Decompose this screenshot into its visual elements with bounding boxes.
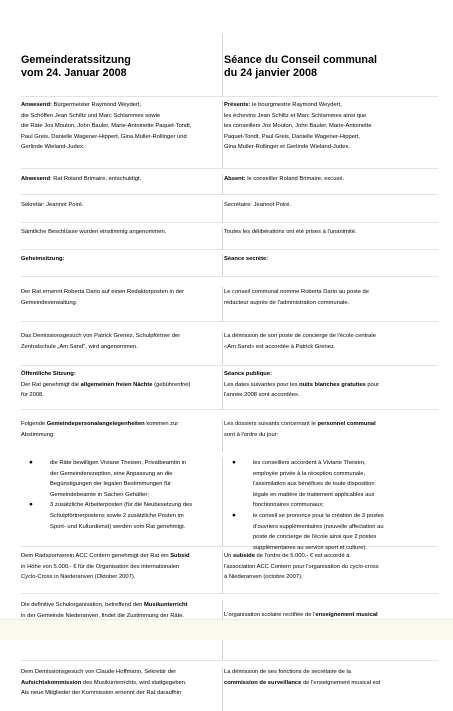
subsidy-de-line: Cyclo-Cross in Niederanven (Oktober 2007). [21,574,136,581]
public-de-bold: allgemeinen freien Nächte [80,381,153,388]
public-fr-text: Les dates suivantes pour les [224,381,300,388]
public-fr-line: l'année 2008 sont accordées. [224,392,300,399]
secretary-fr: Secrétaire: Jeannot Poiré. [224,202,292,208]
resignation-secretary-fr-text: de l'enseignement musical est [301,679,381,686]
page-bottom-edge [0,619,453,640]
resignation-school-fr [223,331,438,365]
music-de-bold: Musikunterricht [144,602,188,608]
presence-de-line: die Räte Jos Mouton, John Bauler, Marie-Antoinette Paquet-Tondt, [21,123,192,130]
bullet-de-line: Schulpförtnerpostens sowie 2 zusätzliche Posten im [50,512,184,519]
public-fr-text: pour [365,381,379,388]
music-fr-bold: enseignement musical [315,612,378,618]
public-fr-bold: nuits blanches gratuites [299,381,366,388]
public-session-heading-fr: Séance publique: [224,371,272,377]
bullet-fr-line: les conseillers accordent à Viviane Theisen, [253,460,366,466]
presence-de [21,100,223,168]
subsidy-de-line: in Höhe von 5.000.- € für die Organisation des internationalen [21,563,180,570]
presence-fr [223,100,438,168]
resignation-school-de [21,331,223,365]
music-de-text: Die definitive Schulorganisation, betreffend den [21,602,144,608]
public-de-text: Der Rat genehmigt die [21,381,81,388]
presence-fr-line: Gina Muller-Rollinger et Gerlinde Wieland-Judex. [224,144,350,151]
bullet-list-de [21,458,219,532]
bullet-de-line: die Räte bewilligen Viviane Theisen, Privatbeamtin in [50,460,187,466]
editorial-de-line: Der Rat ernennt Roberta Dario auf einen Redaktorposten in der [21,289,185,295]
subsidy-fr-text: Un [224,553,234,559]
personnel-fr-bold: personnel communal [317,421,376,427]
editorial-row [21,277,438,322]
absent-de-label: Abwesend [21,176,50,182]
list-item [227,458,438,511]
secret-session-heading-de: Geheimsitzung: [21,256,65,262]
subsidy-de-bold: Subsid [170,553,190,559]
bullet-icon: ● [29,501,33,509]
resignation-school-de-line: Zentralschule „Am Sand", wird angenommen. [21,343,138,350]
bullet-fr-line: l'assimilation aux bénéfices de toute disposition [253,481,375,488]
personnel-de-bold: Gemeindepersonalangelegenheiten [46,421,145,427]
public-de-line: für 2008. [21,392,44,399]
title-de-line1: Gemeinderatssitzung [21,54,131,66]
secretary-row [21,195,438,223]
personnel-de-text: Folgende [21,421,47,427]
personnel-row [21,410,438,452]
bullet-icon: ● [232,511,236,519]
unanimous-de: Sämtliche Beschlüsse wurden einstimmig angenommen. [21,227,223,249]
subsidy-de-text: Dem Radsportverein ACC Contern genehmigt der Rat ein [21,553,171,559]
presence-de-line: Paul Greis, Danielle Wagener-Hippert, Gina Muller-Rollinger und [21,133,187,140]
presence-row [21,97,438,169]
editorial-fr-line: Le conseil communal nomme Roberta Dario au poste de [224,289,369,295]
resignation-secretary-fr-bold: commission de surveillance [224,679,302,686]
secretary-de: Sekretär: Jeannot Poiré. [21,200,223,222]
absent-fr-text: le conseiller Roland Brimaire, excusé. [245,176,345,182]
bilingual-minutes-table [21,34,438,711]
resignation-secretary-fr-line: La démission de ses fonctions de secrétaire de la [224,669,351,675]
resignation-school-fr-line: La démission de son poste de concierge de l'école centrale [224,333,376,339]
bullet-fr-line: d'ouvriers supplémentaires (nouvelle affectation au [253,523,384,530]
personnel-bullets-fr [223,458,438,551]
resignation-school-fr-line: «Am Sand» est accordée à Patrick Grenez. [224,343,336,350]
resignation-secretary-de-bold: Aufsichtskommission [21,679,82,686]
music-fr-text: L'organisation scolaire rectifiée de l' [224,612,316,618]
personnel-fr-line: sont à l'ordre du jour: [224,431,279,438]
presence-fr-line: les échevins Jean Schiltz et Marc Schlammes ainsi que [224,112,367,119]
presence-de-line: Gerlinde Wieland-Judex. [21,144,85,151]
resignation-secretary-de-line: Als neue Mitglieder der Kommission ernennt der Rat daraufhin [21,690,182,697]
bullet-fr-line: employée privée à la réception communale, [253,470,366,477]
title-fr [223,34,438,96]
list-item [24,458,219,500]
subsidy-fr-text: de l'ordre de 5.000.- € est accordé à [254,553,350,559]
public-session-row [21,366,438,410]
resignation-school-row [21,322,438,366]
presence-fr-text: le bourgmestre Raymond Weydert, [250,102,342,108]
resignation-secretary-de-text: des Musikunterrichts, wird stattgegeben. [81,679,187,686]
resignation-secretary-de-line: Dem Demissionsgesuch von Claude Hoffmann, Sekretär der [21,669,177,675]
subsidy-row [21,547,438,594]
bullet-icon: ● [232,459,236,466]
unanimous-row [21,223,438,250]
subsidy-fr [223,551,438,593]
resignation-secretary-row [21,661,438,711]
resignation-secretary-de [21,667,223,711]
title-fr-line2: du 24 janvier 2008 [224,67,318,79]
resignation-secretary-fr [223,667,438,711]
public-session-de [21,369,223,409]
editorial-de-line: Gemeindeverwaltung. [21,299,78,306]
subsidy-de [21,551,223,593]
presence-fr-line: les conseillers Jos Mouton, John Bauler, Marie-Antoinette [224,123,372,130]
public-de-text: (gebührenfrei) [152,381,191,388]
presence-fr-label: Présents: [224,102,251,108]
presence-fr-line: Paquet-Tondt, Paul Greis, Danielle Wagener-Hippert, [224,133,361,140]
bullet-icon: ● [29,459,33,466]
bullet-fr-line: supplémentaires au service sport et culture). [253,544,368,551]
bullet-de-line: Sport- und Kulturdienst) werden vom Rat genehmigt. [50,523,186,530]
presence-de-line: die Schöffen Jean Schiltz und Marc Schlammes sowie [21,112,161,119]
presence-de-label: Anwesend: [21,102,52,108]
subsidy-fr-bold: subside [233,553,255,559]
bullet-de-line: Begünstigungen der legalen Bestimmungen für [50,481,171,488]
public-session-heading-de: Öffentliche Sitzung: [21,371,76,377]
resignation-school-de-line: Das Demissionsgesuch von Patrick Grenez, Schulpförtner der [21,333,181,339]
editorial-de [21,287,223,321]
list-item [227,511,438,553]
personnel-bullets-de [21,458,223,546]
list-item [24,500,219,532]
secret-session-heading-fr: Séance secrète: [224,256,269,262]
bullet-list-fr [224,458,438,553]
public-session-fr [223,369,438,409]
bullet-de-line: 3 zusätzliche Arbeiterposten (für die Neubesetzung des [50,502,193,509]
absent-de [21,174,223,194]
unanimous-fr: Toutes les délibérations ont été prises à l'unanimité. [224,229,357,235]
subsidy-fr-line: à Niederanven (octobre 2007). [224,574,303,581]
subsidy-fr-line: l'association ACC Contern pour l'organisation du cyclo-cross [224,563,379,570]
personnel-fr-text: Les dossiers suivants concernant le [224,421,318,427]
secret-session-row [21,250,438,277]
title-de [21,34,223,96]
personnel-bullets-row [21,452,438,551]
title-row [21,34,438,97]
bullet-fr-line: le conseil se prononce pour la création de 3 postes [253,512,384,519]
bullet-fr-line: poste de concierge de l'école ainsi que 2 postes [253,534,377,541]
music-de-line: in der Gemeinde Niederanven, findet die Zustimmung der Räte. [21,612,185,619]
title-fr-line1: Séance du Conseil communal [224,54,377,66]
title-de-line2: vom 24. Januar 2008 [21,67,127,79]
bullet-fr-line: fonctionnaires communaux; [253,502,324,509]
editorial-fr [223,287,438,321]
bullet-fr-line: légale en matière de traitement applicables aux [253,491,375,498]
editorial-fr-line: rédacteur auprès de l'administration communale. [224,299,350,306]
absent-fr-label: Absent: [224,176,246,182]
absent-row [21,169,438,195]
presence-de-text: Bürgermeister Raymond Weydert, [51,102,142,108]
bullet-de-line: Gemeindebeamte in Sachen Gehälter; [50,491,149,498]
bullet-de-line: der Gemeinderezeption, eine Anpassung an die [50,470,173,477]
personnel-de-text: kommen zur [144,421,179,427]
absent-de-text: : Rat Roland Brimaire, entschuldigt. [50,176,142,182]
personnel-fr [223,419,438,452]
absent-fr [223,174,438,194]
personnel-de [21,419,223,452]
personnel-de-line: Abstimmung: [21,431,55,438]
